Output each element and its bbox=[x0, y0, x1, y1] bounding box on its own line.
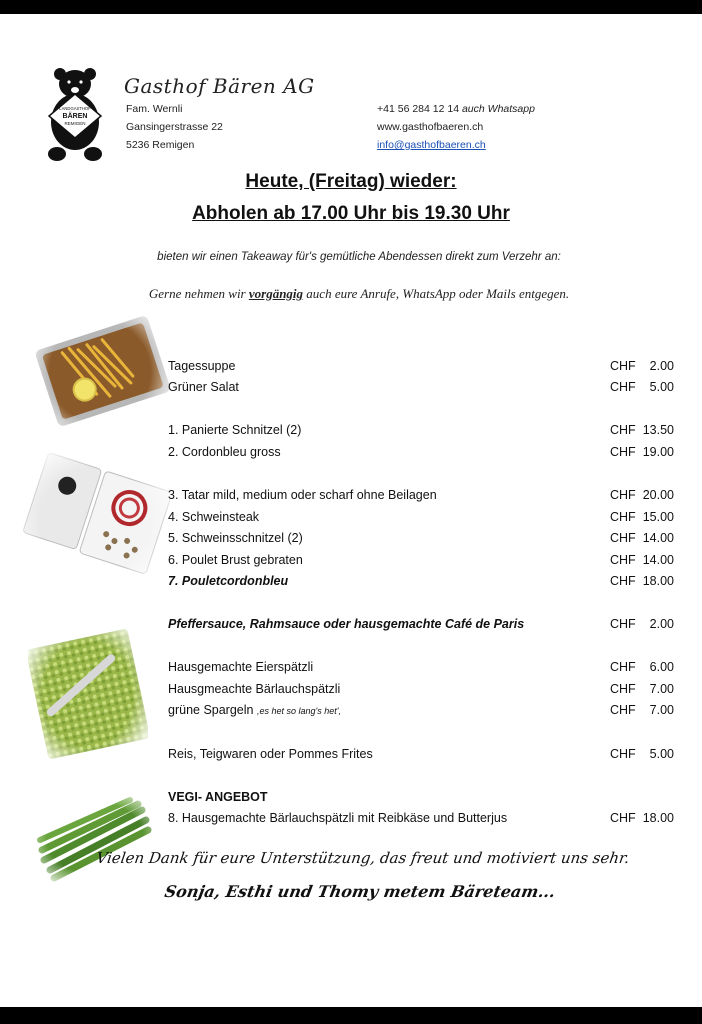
menu-item bbox=[168, 657, 674, 677]
menu-item bbox=[168, 377, 674, 397]
item-price: 5.00 bbox=[649, 380, 674, 394]
intro-takeaway: bieten wir einen Takeaway für's gemütliche Abendessen direkt zum Verzehr an: bbox=[157, 251, 561, 263]
item-name: Reis, Teigwaren oder Pommes Frites bbox=[168, 747, 373, 761]
phone-note: auch Whatsapp bbox=[461, 103, 535, 115]
logo-text-3: REMIGEN bbox=[64, 121, 86, 126]
vegi-heading: VEGI- ANGEBOT bbox=[168, 790, 268, 804]
item-price: 19.00 bbox=[642, 445, 674, 459]
menu-item bbox=[168, 550, 674, 570]
menu-item bbox=[168, 744, 674, 764]
item-currency: CHF bbox=[610, 811, 636, 825]
item-price: 2.00 bbox=[649, 617, 674, 631]
item-name: Pfeffersauce, Rahmsauce oder hausgemachte Café de Paris bbox=[168, 617, 525, 631]
item-name: 3. Tatar mild, medium oder scharf ohne Beilagen bbox=[168, 488, 437, 502]
item-name-wrap bbox=[168, 700, 341, 721]
intro-emphasis: vorgängig bbox=[248, 286, 304, 301]
item-price: 14.00 bbox=[642, 531, 674, 545]
item-currency: CHF bbox=[610, 423, 636, 437]
bear-logo bbox=[44, 64, 106, 164]
phone-line bbox=[377, 100, 535, 118]
fries-schnitzel-photo bbox=[30, 302, 170, 442]
logo-text-1: LANDGASTHOF bbox=[59, 106, 91, 111]
menu-item bbox=[168, 808, 674, 828]
item-currency: CHF bbox=[610, 359, 636, 373]
menu-section-heading bbox=[168, 787, 674, 807]
item-note: ,es het so lang's het', bbox=[256, 706, 341, 716]
menu-item bbox=[168, 442, 674, 462]
spaetzli-photo bbox=[28, 624, 148, 764]
item-price: 7.00 bbox=[649, 703, 674, 717]
intro-contact bbox=[0, 286, 702, 302]
menu-item bbox=[168, 571, 674, 591]
menu-page bbox=[0, 14, 702, 1007]
item-name: Hausgemachte Eierspätzli bbox=[168, 660, 314, 674]
item-currency: CHF bbox=[610, 617, 636, 631]
item-currency: CHF bbox=[610, 682, 636, 696]
website-link[interactable]: www.gasthofbaeren.ch bbox=[377, 121, 484, 133]
headline-pickup-time: Abholen ab 17.00 Uhr bis 19.30 Uhr bbox=[192, 203, 510, 224]
item-name: 6. Poulet Brust gebraten bbox=[168, 553, 303, 567]
item-price: 2.00 bbox=[649, 359, 674, 373]
item-currency: CHF bbox=[610, 488, 636, 502]
menu-item bbox=[168, 356, 674, 376]
item-currency: CHF bbox=[610, 660, 636, 674]
menu-item bbox=[168, 679, 674, 699]
item-currency: CHF bbox=[610, 531, 636, 545]
signature: Sonja, Esthi und Thomy metem Bäreteam... bbox=[163, 882, 557, 901]
item-price: 18.00 bbox=[642, 574, 674, 588]
item-name: 5. Schweinsschnitzel (2) bbox=[168, 531, 303, 545]
item-price: 18.00 bbox=[642, 811, 674, 825]
item-name: 8. Hausgemachte Bärlauchspätzli mit Reibkäse und Butterjus bbox=[168, 811, 508, 825]
menu-item bbox=[168, 700, 674, 720]
item-name: 4. Schweinsteak bbox=[168, 510, 260, 524]
item-name: 7. Pouletcordonbleu bbox=[168, 574, 289, 588]
intro-text: auch eure Anrufe, WhatsApp oder Mails entgegen. bbox=[303, 286, 570, 301]
menu-item bbox=[168, 485, 674, 505]
address-line: Fam. Wernli bbox=[126, 103, 183, 115]
item-currency: CHF bbox=[610, 574, 636, 588]
address-line: Gansingerstrasse 22 bbox=[126, 121, 223, 133]
email-link[interactable]: info@gasthofbaeren.ch bbox=[377, 139, 486, 151]
address-line: 5236 Remigen bbox=[126, 139, 195, 151]
phone-number: +41 56 284 12 14 bbox=[377, 103, 460, 115]
address-block bbox=[126, 100, 223, 154]
item-name: Hausgmeachte Bärlauchspätzli bbox=[168, 682, 341, 696]
item-name: Grüner Salat bbox=[168, 380, 239, 394]
item-currency: CHF bbox=[610, 703, 636, 717]
menu-item bbox=[168, 420, 674, 440]
item-price: 5.00 bbox=[649, 747, 674, 761]
intro-text: Gerne nehmen wir bbox=[148, 286, 249, 301]
item-currency: CHF bbox=[610, 553, 636, 567]
item-currency: CHF bbox=[610, 380, 636, 394]
business-name: Gasthof Bären AG bbox=[124, 74, 315, 98]
thank-you-note: Vielen Dank für eure Unterstützung, das freut und motiviert uns sehr. bbox=[95, 849, 631, 867]
headline-day: Heute, (Freitag) wieder: bbox=[245, 171, 457, 192]
asparagus-photo bbox=[30, 790, 160, 886]
item-price: 15.00 bbox=[642, 510, 674, 524]
item-currency: CHF bbox=[610, 445, 636, 459]
item-price: 20.00 bbox=[642, 488, 674, 502]
item-name: 2. Cordonbleu gross bbox=[168, 445, 281, 459]
menu-item bbox=[168, 507, 674, 527]
contact-block bbox=[377, 100, 535, 154]
logo-text-2: BÄREN bbox=[62, 113, 88, 120]
item-price: 7.00 bbox=[649, 682, 674, 696]
item-name: grüne Spargeln bbox=[168, 703, 254, 717]
item-currency: CHF bbox=[610, 510, 636, 524]
takeaway-box-photo bbox=[20, 450, 170, 590]
item-currency: CHF bbox=[610, 747, 636, 761]
item-price: 6.00 bbox=[649, 660, 674, 674]
menu-item bbox=[168, 614, 674, 634]
item-name: 1. Panierte Schnitzel (2) bbox=[168, 423, 302, 437]
menu-item bbox=[168, 528, 674, 548]
item-price: 13.50 bbox=[642, 423, 674, 437]
item-price: 14.00 bbox=[642, 553, 674, 567]
item-name: Tagessuppe bbox=[168, 359, 236, 373]
